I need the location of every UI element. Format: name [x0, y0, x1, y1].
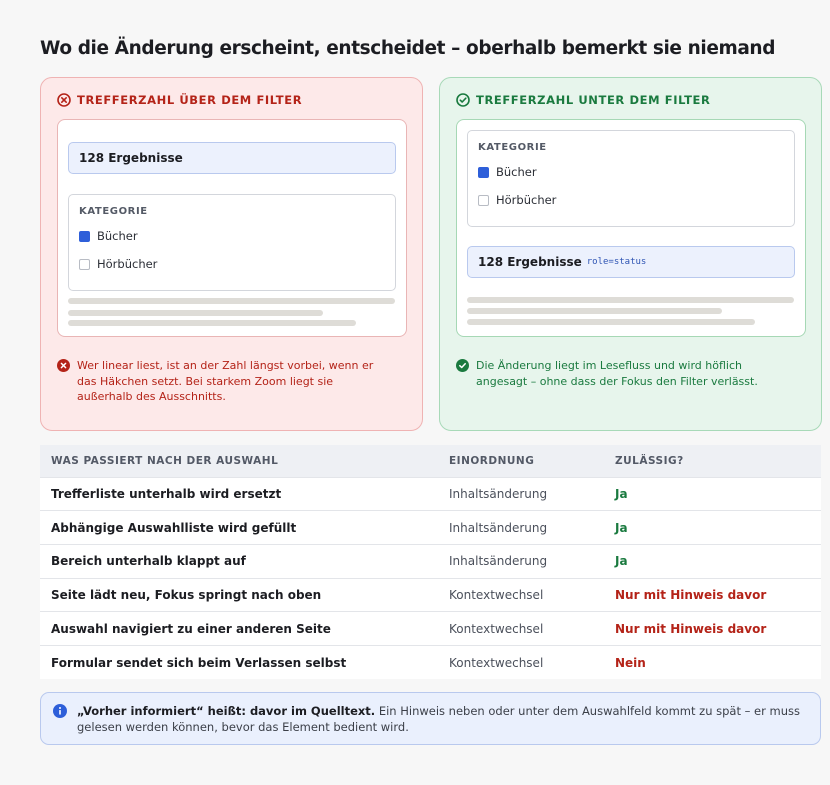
- cell-category: Inhaltsänderung: [438, 544, 604, 578]
- option-label: Hörbücher: [97, 257, 158, 271]
- checkbox-checked[interactable]: [478, 167, 489, 178]
- filter-option-hoerbuecher[interactable]: [79, 257, 157, 271]
- placeholder-line: [467, 297, 794, 303]
- context-change-table: [40, 445, 821, 679]
- good-panel-heading-text: TREFFERZAHL UNTER DEM FILTER: [476, 93, 711, 107]
- table-row: [40, 578, 821, 612]
- cell-what: Trefferliste unterhalb wird ersetzt: [40, 477, 438, 511]
- bad-example-panel: [40, 77, 423, 431]
- filter-option-hoerbuecher[interactable]: [478, 193, 556, 207]
- placeholder-line: [68, 310, 323, 316]
- cell-what: Auswahl navigiert zu einer anderen Seite: [40, 612, 438, 646]
- info-icon: [53, 704, 67, 718]
- cell-what: Seite lädt neu, Fokus springt nach oben: [40, 578, 438, 612]
- option-label: Bücher: [496, 165, 537, 179]
- x-circle-icon: [57, 359, 70, 372]
- bad-note-text: Wer linear liest, ist an der Zahl längst vorbei, wenn er das Häkchen setzt. Bei starkem Zoom liegt sie außerhalb des Ausschnitts.: [77, 359, 374, 403]
- checkbox-unchecked[interactable]: [478, 195, 489, 206]
- cell-allowed: Ja: [604, 544, 821, 578]
- checkbox-checked[interactable]: [79, 231, 90, 242]
- filter-option-buecher[interactable]: [79, 229, 138, 243]
- category-filter: [467, 130, 795, 227]
- placeholder-line: [467, 308, 722, 314]
- cell-category: Inhaltsänderung: [438, 511, 604, 545]
- good-panel-heading: [456, 93, 710, 107]
- result-count-box: [467, 246, 795, 278]
- good-note-text: Die Änderung liegt im Lesefluss und wird höflich angesagt – ohne dass der Fokus den Filter verlässt.: [476, 359, 758, 388]
- option-label: Hörbücher: [496, 193, 557, 207]
- table-header-row: [40, 445, 821, 477]
- result-count-text: 128 Ergebnisse: [478, 255, 582, 269]
- column-header-what: WAS PASSIERT NACH DER AUSWAHL: [51, 454, 279, 467]
- cell-category: Kontextwechsel: [438, 612, 604, 646]
- checkbox-unchecked[interactable]: [79, 259, 90, 270]
- cell-category: Inhaltsänderung: [438, 477, 604, 511]
- check-circle-icon: [456, 359, 469, 372]
- page-title: Wo die Änderung erscheint, entscheidet – oberhalb bemerkt sie niemand: [40, 38, 776, 59]
- cell-allowed: Nein: [604, 645, 821, 679]
- result-count-text: 128 Ergebnisse: [79, 151, 183, 165]
- info-callout: [40, 692, 821, 745]
- option-label: Bücher: [97, 229, 138, 243]
- cell-category: Kontextwechsel: [438, 645, 604, 679]
- cell-allowed: Nur mit Hinweis davor: [604, 578, 821, 612]
- table-row: [40, 511, 821, 545]
- cell-what: Formular sendet sich beim Verlassen selbst: [40, 645, 438, 679]
- bad-panel-heading: [57, 93, 302, 107]
- check-circle-icon: [456, 93, 470, 107]
- filter-option-buecher[interactable]: [478, 165, 537, 179]
- good-panel-note: [456, 358, 776, 389]
- bad-panel-note: [57, 358, 377, 405]
- placeholder-line: [68, 298, 395, 304]
- info-text: Ein Hinweis neben oder unter dem Auswahlfeld kommt zu spät – er muss gelesen werden können, bevor das Element bedient wird.: [77, 704, 800, 734]
- cell-allowed: Nur mit Hinweis davor: [604, 612, 821, 646]
- table-row: [40, 544, 821, 578]
- column-header-allowed: ZULÄSSIG?: [615, 454, 684, 467]
- good-example-panel: [439, 77, 822, 431]
- good-mockup: [456, 119, 806, 337]
- bad-mockup: [57, 119, 407, 337]
- cell-category: Kontextwechsel: [438, 578, 604, 612]
- result-count-box: [68, 142, 396, 174]
- info-strong-text: „Vorher informiert“ heißt: davor im Quelltext.: [77, 704, 376, 718]
- placeholder-line: [68, 320, 356, 326]
- table-row: [40, 612, 821, 646]
- role-status-code: role=status: [586, 257, 647, 267]
- cell-allowed: Ja: [604, 511, 821, 545]
- filter-label: KATEGORIE: [79, 206, 148, 217]
- cell-what: Abhängige Auswahlliste wird gefüllt: [40, 511, 438, 545]
- x-circle-icon: [57, 93, 71, 107]
- placeholder-line: [467, 319, 755, 325]
- table-row: [40, 477, 821, 511]
- cell-what: Bereich unterhalb klappt auf: [40, 544, 438, 578]
- category-filter: [68, 194, 396, 291]
- column-header-category: EINORDNUNG: [449, 454, 535, 467]
- filter-label: KATEGORIE: [478, 142, 547, 153]
- cell-allowed: Ja: [604, 477, 821, 511]
- bad-panel-heading-text: TREFFERZAHL ÜBER DEM FILTER: [77, 93, 303, 107]
- table-row: [40, 645, 821, 679]
